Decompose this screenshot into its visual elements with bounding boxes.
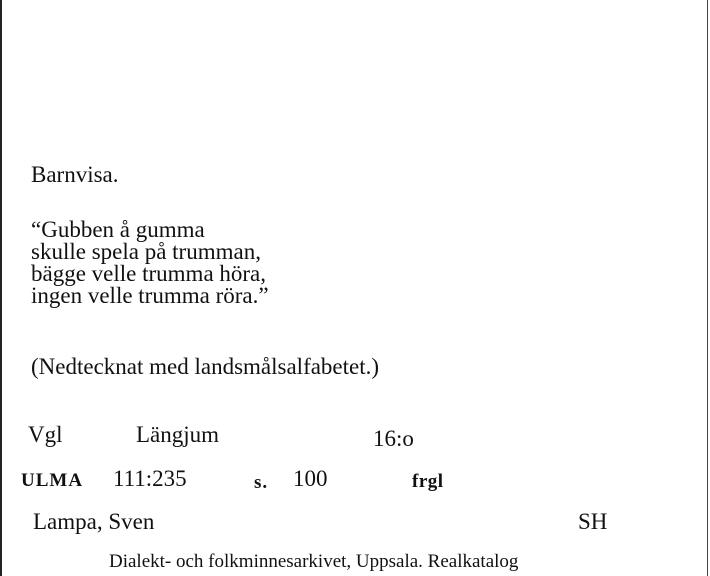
page-number: 100 — [293, 466, 328, 491]
classification-code: 16:o — [373, 426, 414, 451]
verse-line: ingen velle trumma röra.” — [31, 283, 269, 308]
verse-block — [31, 219, 269, 307]
card-right-edge — [707, 0, 708, 576]
verse-line: bägge velle trumma höra, — [31, 261, 267, 286]
archive-footer: Dialekt- och folkminnesarkivet, Uppsala. Realkatalog — [109, 551, 519, 572]
recorder-initials: SH — [578, 509, 608, 534]
card-heading: Barnvisa. — [31, 162, 119, 187]
archive-number: 111:235 — [113, 466, 187, 491]
category-code: frgl — [412, 471, 444, 492]
card-left-edge — [0, 0, 2, 576]
region-code: Vgl — [28, 422, 63, 447]
archive-label: ULMA — [21, 470, 84, 491]
informant-name: Lampa, Sven — [33, 509, 155, 534]
verse-line: “Gubben å gumma — [31, 217, 205, 242]
page-label: s. — [254, 472, 269, 493]
verse-line: skulle spela på trumman, — [31, 239, 261, 264]
place-name: Längjum — [136, 422, 220, 447]
transcription-note: (Nedtecknat med landsmålsalfabetet.) — [31, 354, 380, 379]
